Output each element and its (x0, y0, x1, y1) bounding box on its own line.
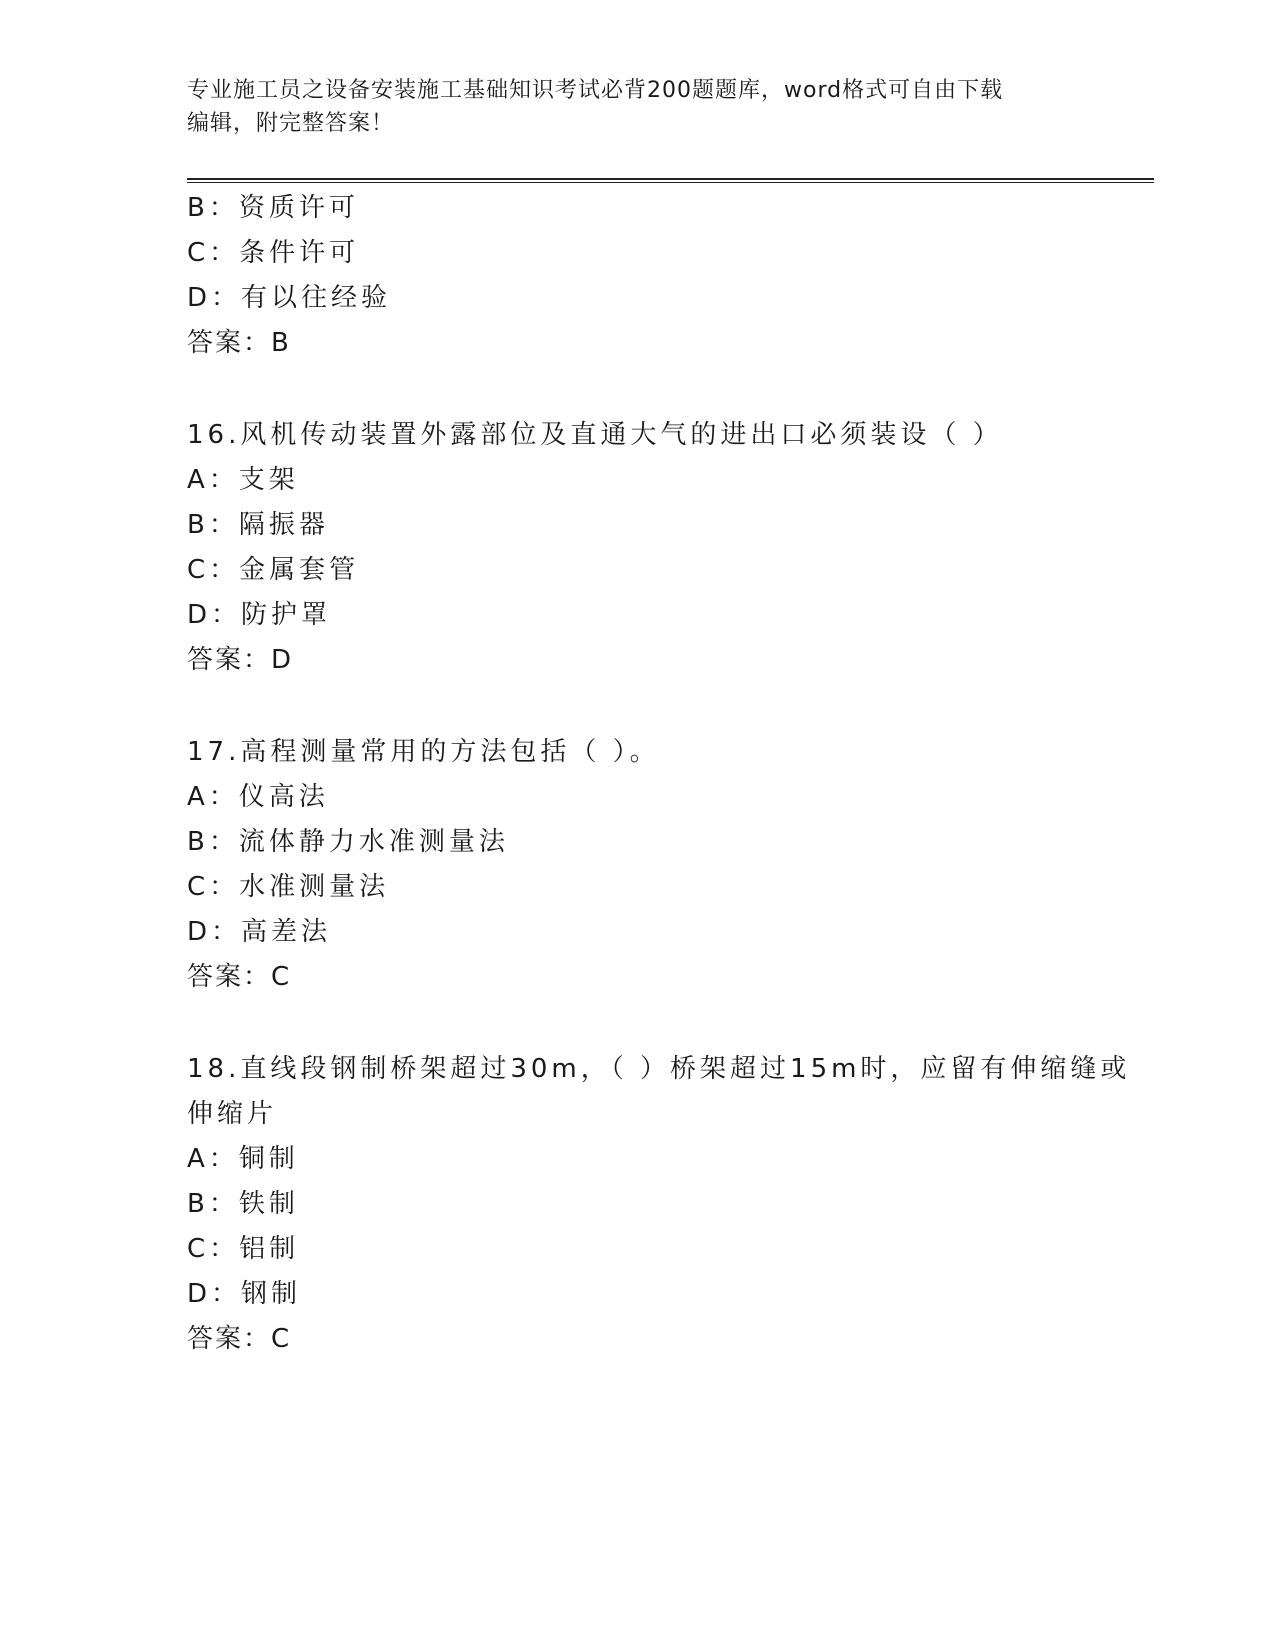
answer: 答案：B (187, 328, 291, 358)
option-c: C：金属套管 (187, 555, 360, 585)
option-d: D：钢制 (187, 1279, 302, 1309)
option-d: D：有以往经验 (187, 283, 392, 313)
option-d: D：高差法 (187, 917, 332, 947)
header-divider (187, 178, 1154, 183)
answer: 答案：D (187, 645, 294, 675)
option-b: B：铁制 (187, 1189, 299, 1219)
option-b: B：流体静力水准测量法 (187, 827, 509, 857)
question-stem: 18.直线段钢制桥架超过30m，（ ）桥架超过15m时，应留有伸缩缝或 (187, 1054, 1131, 1084)
document-header (187, 74, 1067, 140)
option-c: C：铝制 (187, 1234, 300, 1264)
option-c: C：水准测量法 (187, 872, 390, 902)
option-b: B：资质许可 (187, 193, 359, 223)
option-a: A：铜制 (187, 1144, 299, 1174)
option-c: C：条件许可 (187, 238, 360, 268)
option-d: D：防护罩 (187, 600, 332, 630)
answer: 答案：C (187, 1324, 292, 1354)
question-stem-continued: 伸缩片 (187, 1099, 278, 1129)
question-stem: 16.风机传动装置外露部位及直通大气的进出口必须装设（ ） (187, 420, 1003, 450)
header-title-line-2: 编辑，附完整答案！ (187, 111, 395, 136)
question-stem: 17.高程测量常用的方法包括（ ）。 (187, 737, 660, 767)
header-title-line-1: 专业施工员之设备安装施工基础知识考试必背200题题库，word格式可自由下载 (187, 78, 1004, 103)
option-a: A：支架 (187, 465, 299, 495)
answer: 答案：C (187, 962, 292, 992)
option-a: A：仪高法 (187, 782, 329, 812)
option-b: B：隔振器 (187, 510, 329, 540)
